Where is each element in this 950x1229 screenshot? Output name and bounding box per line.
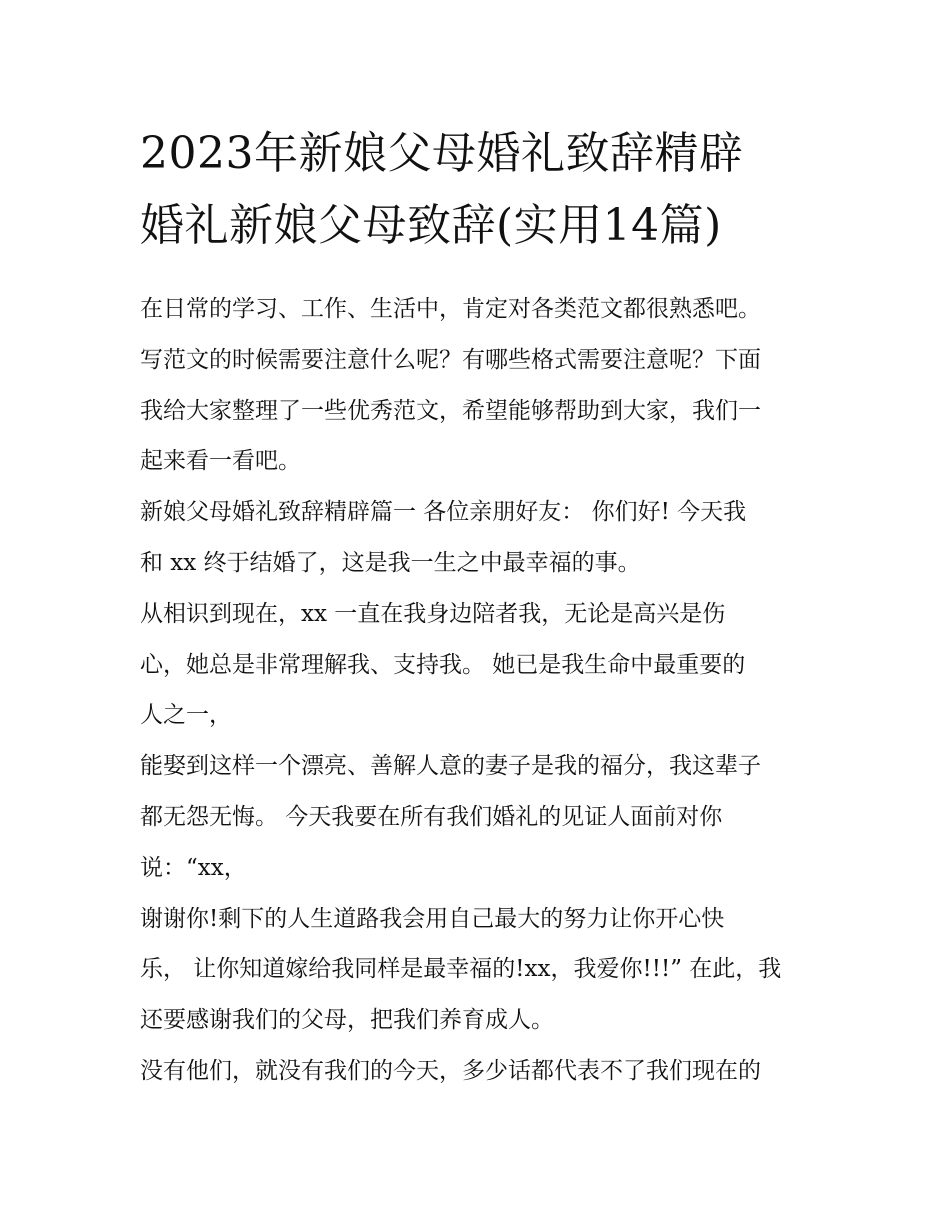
- body-line: 乐， 让你知道嫁给我同样是最幸福的!xx，我爱你!!!” 在此，我: [140, 956, 782, 983]
- body-line: 在日常的学习、工作、生活中，肯定对各类范文都很熟悉吧。: [140, 296, 761, 322]
- body-line: 和 xx 终于结婚了，这是我一生之中最幸福的事。: [140, 549, 641, 576]
- body-line: 心，她总是非常理解我、支持我。 她已是我生命中最重要的: [140, 651, 746, 678]
- body-line: 还要感谢我们的父母，把我们养育成人。: [140, 1007, 554, 1034]
- body-line: 我给大家整理了一些优秀范文，希望能够帮助到大家，我们一: [140, 397, 761, 424]
- body-line: 从相识到现在，xx 一直在我身边陪者我，无论是高兴是伤: [140, 600, 726, 627]
- title-line-2: 婚礼新娘父母致辞(实用14篇): [140, 200, 722, 251]
- body-line: 能娶到这样一个漂亮、善解人意的妻子是我的福分，我这辈子: [140, 753, 761, 780]
- title-line-1: 2023年新娘父母婚礼致辞精辟: [140, 128, 744, 179]
- body-line: 写范文的时候需要注意什么呢？有哪些格式需要注意呢？下面: [140, 346, 761, 373]
- body-line: 新娘父母婚礼致辞精辟篇一 各位亲朋好友： 你们好! 今天我: [140, 499, 747, 526]
- body-line: 起来看一看吧。: [140, 448, 301, 475]
- body-line: 人之一，: [140, 702, 232, 729]
- body-line: 谢谢你!剩下的人生道路我会用自己最大的努力让你开心快: [140, 905, 725, 932]
- document-title: [140, 118, 820, 262]
- body-line: 说：“xx，: [140, 854, 247, 881]
- document-body: [140, 284, 820, 1097]
- body-line: 没有他们，就没有我们的今天，多少话都代表不了我们现在的: [140, 1057, 761, 1084]
- body-line: 都无怨无悔。 今天我要在所有我们婚礼的见证人面前对你: [140, 803, 723, 830]
- document-page: [140, 118, 820, 1097]
